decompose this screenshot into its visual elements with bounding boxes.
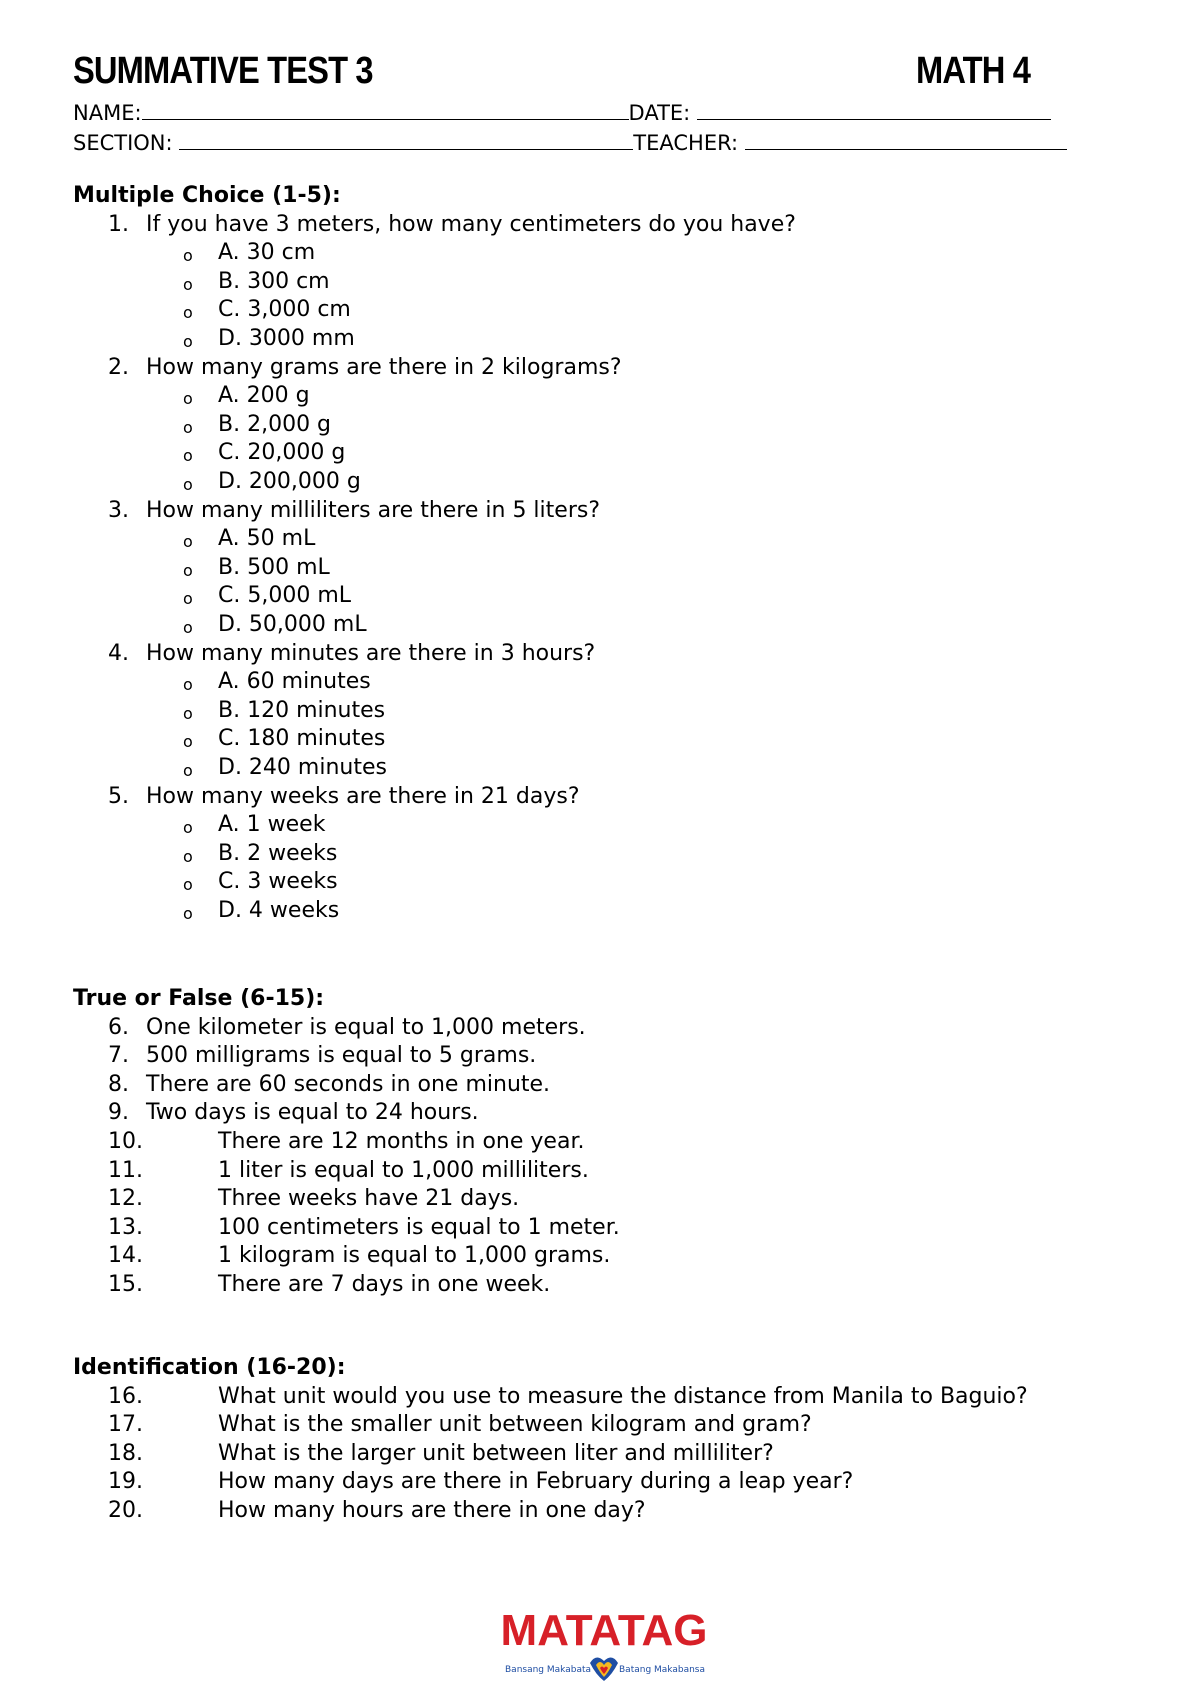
question-number: 1. — [108, 211, 129, 237]
question-text: What is the larger unit between liter and milliliter? — [218, 1440, 774, 1466]
answer-option[interactable]: A. 50 mL — [218, 526, 316, 552]
item-number: 13. — [108, 1214, 143, 1240]
answer-option[interactable]: B. 2 weeks — [218, 840, 338, 866]
question-text: How many weeks are there in 21 days? — [146, 783, 580, 809]
answer-option[interactable]: A. 30 cm — [218, 240, 316, 266]
statement-text: 500 milligrams is equal to 5 grams. — [146, 1043, 537, 1069]
answer-option[interactable]: D. 3000 mm — [218, 326, 355, 351]
name-date-row — [73, 99, 1051, 126]
logo-tagline-left: Bansang Makabata — [505, 1665, 591, 1675]
question-number: 2. — [108, 354, 129, 380]
item-number: 8. — [108, 1071, 129, 1097]
option-bullet: o — [183, 389, 193, 409]
question-text: How many hours are there in one day? — [218, 1498, 646, 1523]
multiple-choice-heading: Multiple Choice (1-5): — [73, 183, 341, 208]
answer-option[interactable]: B. 2,000 g — [218, 411, 332, 437]
item-number: 18. — [108, 1440, 143, 1466]
name-blank[interactable] — [142, 99, 629, 120]
option-bullet: o — [183, 246, 193, 266]
option-bullet: o — [183, 303, 193, 323]
section-teacher-row — [73, 129, 1067, 156]
question-text: What unit would you use to measure the distance from Manila to Baguio? — [218, 1383, 1028, 1409]
item-number: 7. — [108, 1043, 129, 1069]
item-number: 14. — [108, 1243, 143, 1269]
option-bullet: o — [183, 904, 193, 923]
option-bullet: o — [183, 532, 193, 552]
answer-option[interactable]: A. 60 minutes — [218, 669, 371, 695]
statement-text: Two days is equal to 24 hours. — [146, 1100, 479, 1126]
answer-option[interactable]: C. 20,000 g — [218, 440, 346, 466]
item-number: 17. — [108, 1412, 143, 1438]
option-bullet: o — [183, 589, 193, 609]
logo-heart-icon — [590, 1657, 618, 1681]
option-bullet: o — [183, 446, 193, 466]
question-text: How many milliliters are there in 5 liters? — [146, 497, 600, 523]
statement-text: One kilometer is equal to 1,000 meters. — [146, 1014, 586, 1040]
option-bullet: o — [183, 675, 193, 695]
option-bullet: o — [183, 703, 193, 723]
answer-option[interactable]: C. 5,000 mL — [218, 583, 352, 609]
option-bullet: o — [183, 875, 193, 895]
item-number: 11. — [108, 1157, 143, 1183]
answer-option[interactable]: C. 3 weeks — [218, 869, 338, 895]
date-label: DATE: — [628, 101, 691, 125]
item-number: 20. — [108, 1498, 143, 1523]
option-bullet: o — [183, 732, 193, 752]
true-false-heading: True or False (6-15): — [73, 986, 325, 1011]
answer-option[interactable]: D. 4 weeks — [218, 898, 340, 923]
question-text: If you have 3 meters, how many centimeters do you have? — [146, 211, 796, 237]
answer-option[interactable]: D. 200,000 g — [218, 469, 361, 494]
answer-option[interactable]: D. 240 minutes — [218, 755, 387, 780]
option-bullet: o — [183, 818, 193, 838]
option-bullet: o — [183, 761, 193, 780]
option-bullet: o — [183, 274, 193, 294]
question-number: 5. — [108, 783, 129, 809]
statement-text: Three weeks have 21 days. — [218, 1186, 520, 1212]
statement-text: There are 60 seconds in one minute. — [146, 1071, 551, 1097]
option-bullet: o — [183, 618, 193, 637]
question-text: How many days are there in February during a leap year? — [218, 1469, 854, 1495]
option-bullet: o — [183, 846, 193, 866]
test-title: SUMMATIVE TEST 3 — [73, 50, 373, 92]
date-blank[interactable] — [697, 99, 1051, 120]
option-bullet: o — [183, 332, 193, 351]
answer-option[interactable]: D. 50,000 mL — [218, 612, 367, 637]
answer-option[interactable]: B. 120 minutes — [218, 697, 386, 723]
section-label: SECTION: — [73, 131, 173, 155]
teacher-blank[interactable] — [745, 129, 1067, 150]
answer-option[interactable]: C. 180 minutes — [218, 726, 386, 752]
answer-option[interactable]: B. 500 mL — [218, 554, 330, 580]
item-number: 10. — [108, 1129, 143, 1154]
logo-tagline-right: Batang Makabansa — [619, 1665, 705, 1675]
item-number: 6. — [108, 1014, 129, 1040]
question-number: 3. — [108, 497, 129, 523]
answer-option[interactable]: B. 300 cm — [218, 268, 330, 294]
item-number: 19. — [108, 1469, 143, 1495]
section-blank[interactable] — [179, 129, 633, 150]
statement-text: 1 liter is equal to 1,000 milliliters. — [218, 1157, 589, 1183]
question-number: 4. — [108, 640, 129, 666]
answer-option[interactable]: A. 200 g — [218, 383, 310, 409]
option-bullet: o — [183, 475, 193, 494]
identification-heading: Identification (16-20): — [73, 1355, 346, 1380]
statement-text: 100 centimeters is equal to 1 meter. — [218, 1214, 620, 1240]
question-text: What is the smaller unit between kilogram and gram? — [218, 1412, 812, 1438]
answer-option[interactable]: A. 1 week — [218, 812, 326, 838]
statement-text: There are 12 months in one year. — [218, 1129, 585, 1154]
statement-text: There are 7 days in one week. — [218, 1272, 551, 1297]
matatag-logo — [484, 1605, 724, 1685]
answer-option[interactable]: C. 3,000 cm — [218, 297, 351, 323]
logo-wordmark: MATATAG — [500, 1606, 708, 1655]
item-number: 16. — [108, 1383, 143, 1409]
question-text: How many minutes are there in 3 hours? — [146, 640, 596, 666]
item-number: 9. — [108, 1100, 129, 1126]
statement-text: 1 kilogram is equal to 1,000 grams. — [218, 1243, 611, 1269]
teacher-label: TEACHER: — [633, 131, 739, 155]
item-number: 12. — [108, 1186, 143, 1212]
name-label: NAME: — [73, 101, 142, 125]
option-bullet: o — [183, 417, 193, 437]
question-text: How many grams are there in 2 kilograms? — [146, 354, 622, 380]
item-number: 15. — [108, 1272, 143, 1297]
subject-title: MATH 4 — [916, 50, 1031, 92]
option-bullet: o — [183, 560, 193, 580]
